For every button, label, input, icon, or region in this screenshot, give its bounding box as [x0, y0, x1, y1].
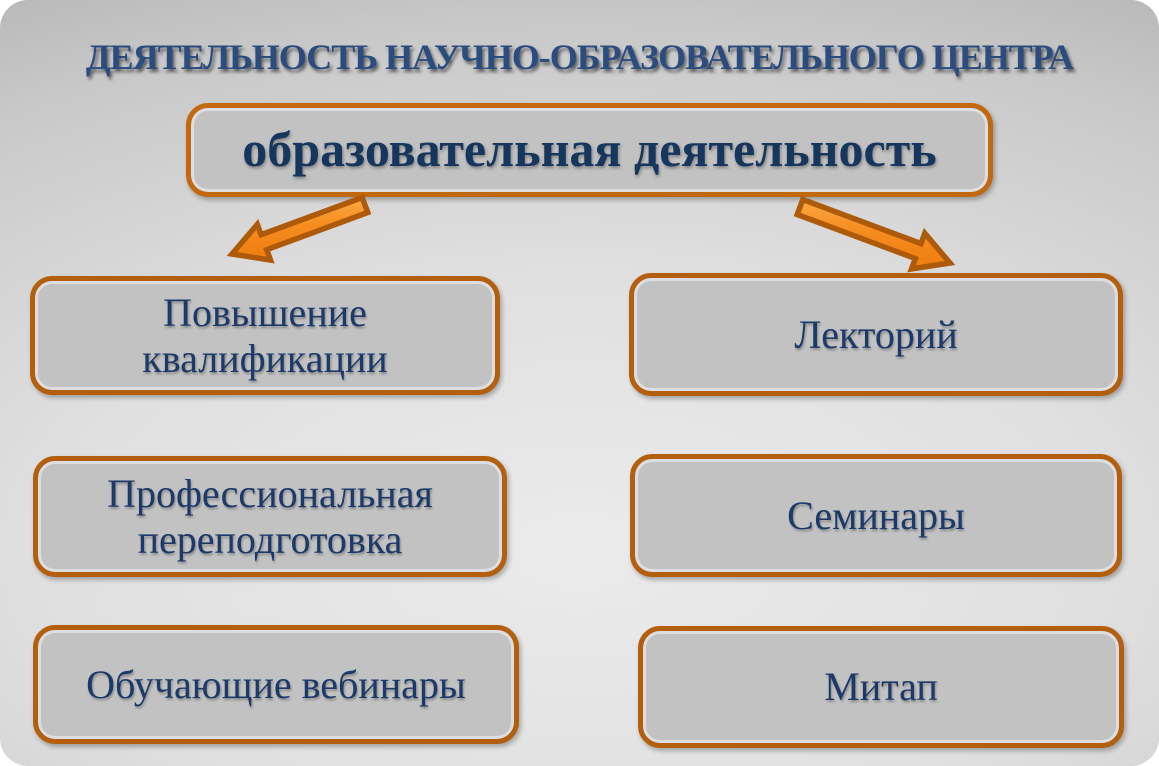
node-lectorium: [629, 273, 1123, 396]
node-label: Повышение квалификации: [142, 289, 388, 381]
node-label: Семинары: [787, 492, 965, 538]
node-label: Обучающие вебинары: [86, 661, 466, 707]
node-training-webinars: [33, 625, 519, 744]
node-advanced-training: [30, 276, 500, 395]
node-label: Митап: [824, 664, 938, 709]
node-professional-retraining: [33, 456, 507, 577]
down-right-arrow-icon: [797, 200, 950, 269]
node-label: Лекторий: [794, 311, 958, 357]
node-meetup: [638, 626, 1124, 748]
node-label: образовательная деятельность: [242, 121, 937, 178]
node-educational-activity-root: [186, 103, 993, 197]
slide-title: ДЕЯТЕЛЬНОСТЬ НАУЧНО-ОБРАЗОВАТЕЛЬНОГО ЦЕНТРА: [85, 37, 1074, 77]
down-left-arrow-icon: [232, 198, 368, 261]
node-label: Профессиональная переподготовка: [107, 470, 433, 562]
node-seminars: [630, 454, 1122, 577]
